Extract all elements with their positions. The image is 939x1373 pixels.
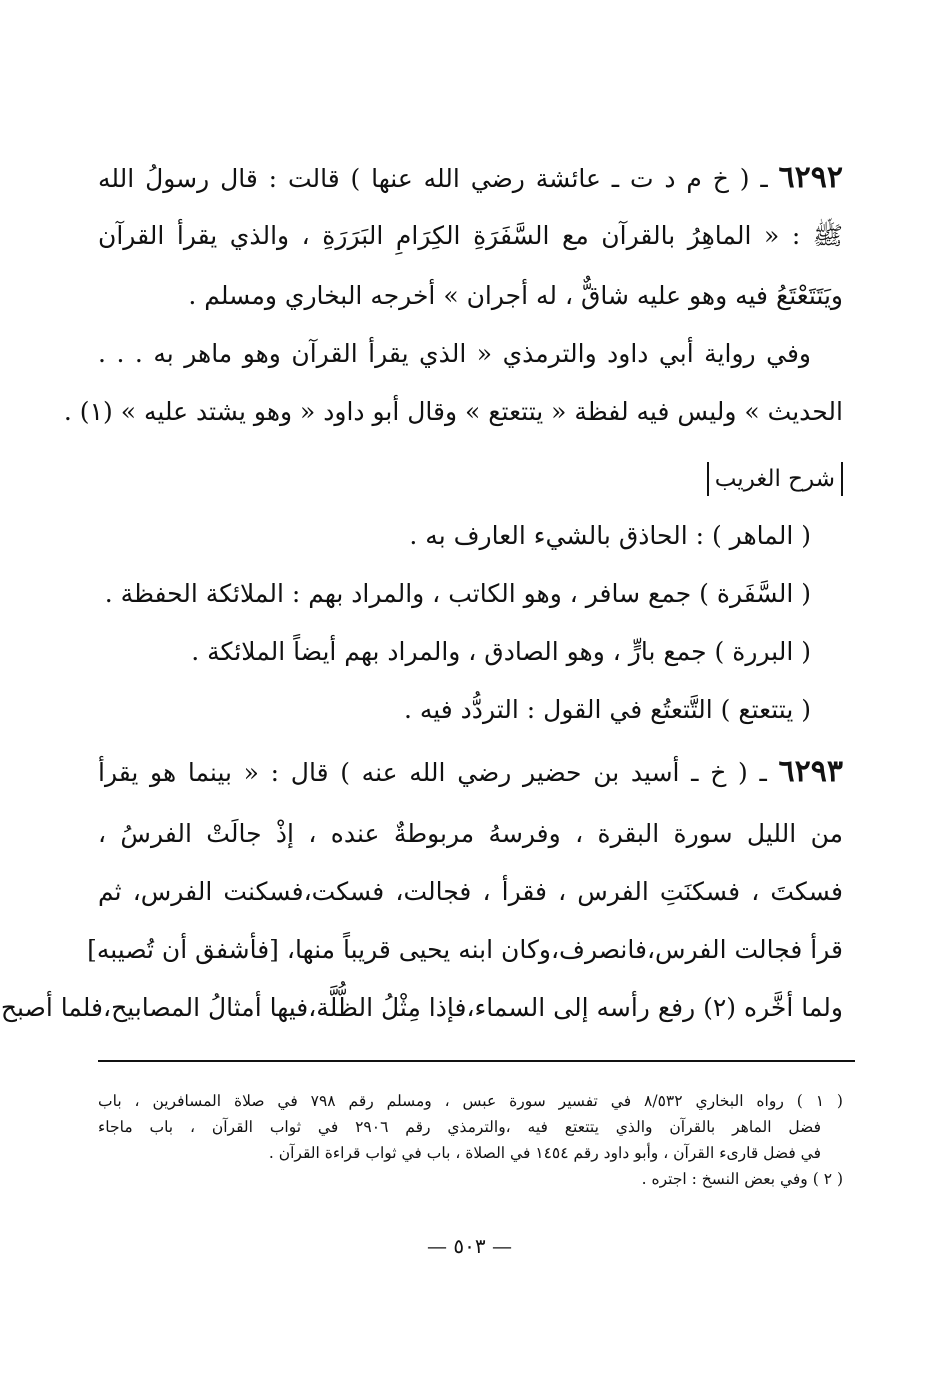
hadith-6292-line-1: ٦٢٩٢ ـ ( خ م د ت ـ عائشة رضي الله عنها ) قالت : قال رسولُ الله bbox=[98, 160, 843, 195]
footnote-2: ( ٢ ) وفي بعض النسخ : اجتره . bbox=[641, 1170, 843, 1188]
hadith-text: ( خ م د ت ـ عائشة رضي الله عنها ) قالت : قال رسولُ الله bbox=[98, 164, 750, 193]
narration-line-1: وفي رواية أبي داود والترمذي « الذي يقرأ القرآن وهو ماهر به . . . bbox=[98, 339, 811, 368]
footnote-1-line-1: ( ١ ) رواه البخاري ٨/٥٣٢ في تفسير سورة عبس ، ومسلم رقم ٧٩٨ في صلاة المسافرين ، باب bbox=[98, 1092, 843, 1110]
hadith-6293-line-5: ولما أخَّره (٢) رفع رأسه إلى السماء،فإذا مِثْلُ الظُّلَّة،فيها أمثالُ المصابيح،فلما أصبح bbox=[0, 993, 843, 1022]
hadith-6293-line-2: من الليل سورة البقرة ، وفرسهُ مربوطةٌ عنده ، إذْ جالَتْ الفرسُ ، bbox=[98, 819, 843, 848]
gharib-line-4: ( يتتعتع ) التَّتعتُع في القول : التردُّد فيه . bbox=[403, 695, 811, 724]
gharib-line-3: ( البررة ) جمع بارٍّ ، وهو الصادق ، والمراد بهم أيضاً الملائكة . bbox=[191, 637, 811, 666]
hadith-6292-line-2: ﷺ : « الماهِرُ بالقرآن مع السَّفَرَةِ الكِرَامِ البَرَرَةِ ، والذي يقرأ القرآن bbox=[98, 221, 843, 250]
hadith-6293-line-1: ٦٢٩٣ ـ ( خ ـ أسيد بن حضير رضي الله عنه ) قال : « بينما هو يقرأ bbox=[98, 754, 843, 789]
page-number: — ٥٠٣ — bbox=[427, 1234, 512, 1258]
footnote-1-line-3: في فضل قارىء القرآن ، وأبو داود رقم ١٤٥٤ في الصلاة ، باب في ثواب قراءة القرآن . bbox=[268, 1144, 821, 1162]
hadith-6293-line-3: فسكتَ ، فسكنَتِ الفرس ، فقرأ ، فجالت، فسكت،فسكنت الفرس، ثم bbox=[98, 877, 843, 906]
gharib-line-2: ( السَّفَرة ) جمع سافر ، وهو الكاتب ، والمراد بهم : الملائكة الحفظة . bbox=[104, 579, 811, 608]
hadith-text: ( خ ـ أسيد بن حضير رضي الله عنه ) قال : « بينما هو يقرأ bbox=[98, 758, 748, 787]
narration-line-2: الحديث » وليس فيه لفظة « يتتعتع » وقال أبو داود « وهو يشتد عليه » (١) . bbox=[63, 397, 843, 426]
hadith-number: ٦٢٩٣ bbox=[778, 754, 843, 789]
footnote-1-line-2: فضل الماهر بالقرآن والذي يتتعتع فيه ،والترمذي رقم ٢٩٠٦ في ثواب القرآن ، باب ماجاء bbox=[98, 1118, 821, 1136]
footnote-separator bbox=[98, 1060, 855, 1062]
gharib-line-1: ( الماهر ) : الحاذق بالشيء العارف به . bbox=[409, 521, 811, 550]
hadith-6293-line-4: قرأ فجالت الفرس،فانصرف،وكان ابنه يحيى قريباً منها، [فأشفق أن تُصيبه] bbox=[87, 935, 843, 964]
hadith-number: ٦٢٩٢ bbox=[778, 160, 843, 195]
sharh-gharib-heading: شرح الغريب bbox=[707, 462, 843, 496]
hadith-6292-line-3: ويَتَتَعْتَعُ فيه وهو عليه شاقٌّ ، له أجران » أخرجه البخاري ومسلم . bbox=[188, 281, 843, 310]
